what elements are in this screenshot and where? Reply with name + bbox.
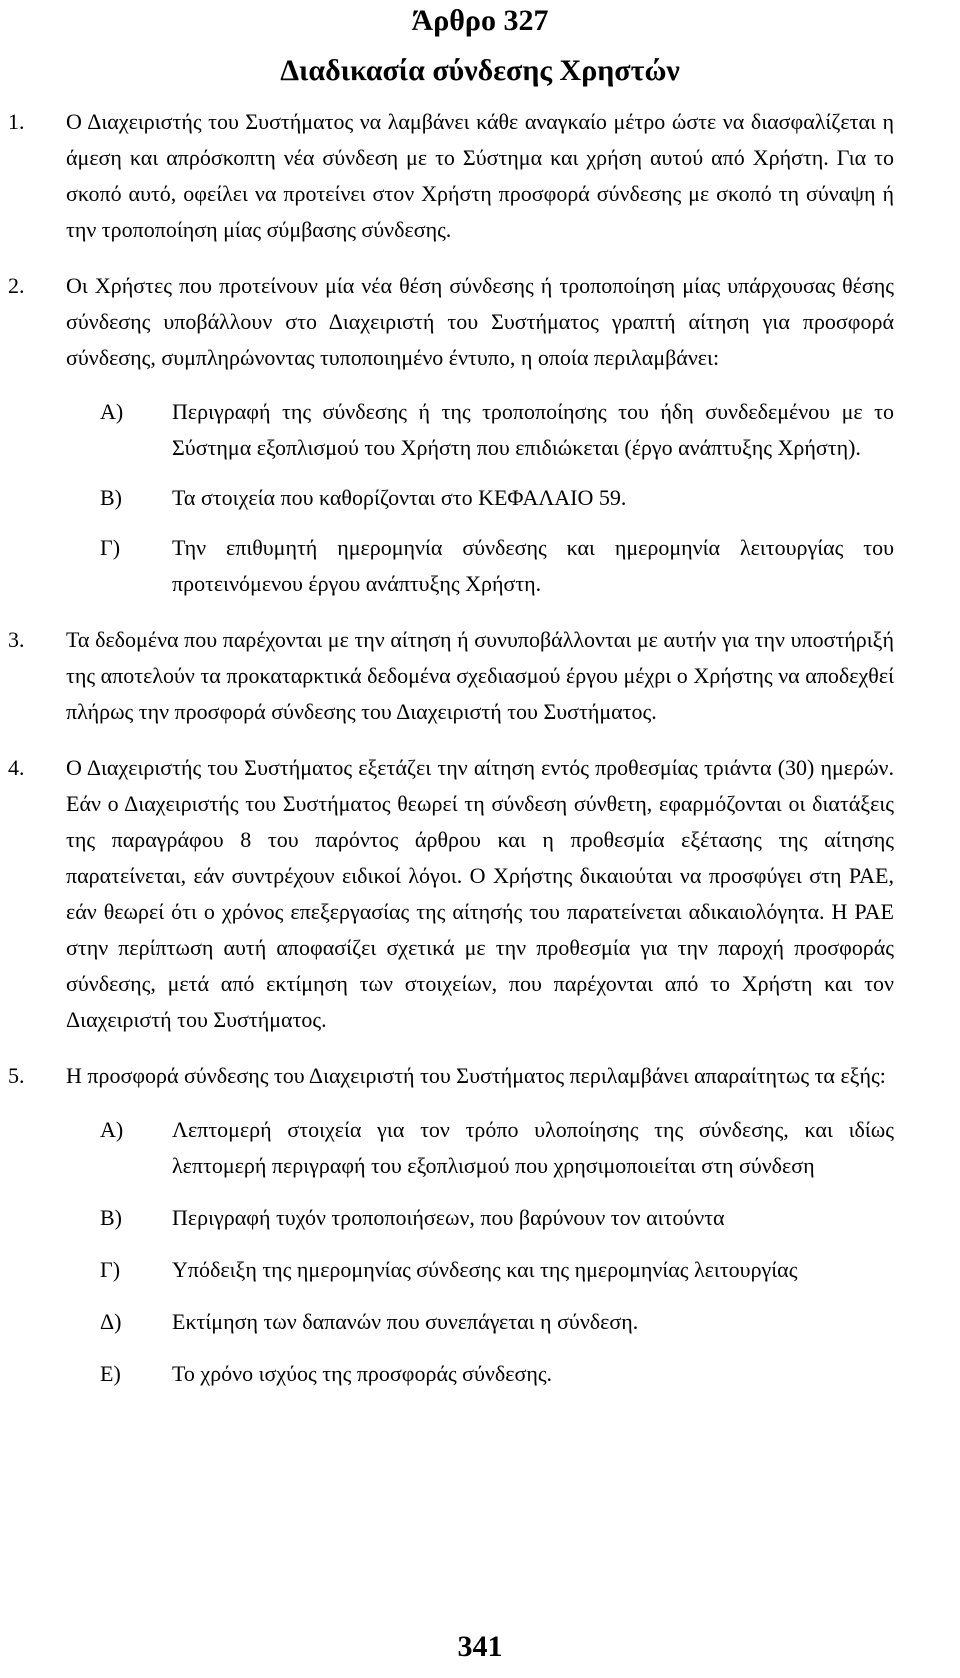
list-item-label: Γ) bbox=[100, 535, 121, 560]
paragraph-3 bbox=[8, 622, 894, 730]
list-item-label: Α) bbox=[100, 1117, 124, 1142]
list-item-label: Δ) bbox=[100, 1309, 122, 1334]
paragraph-number: 1. bbox=[8, 109, 25, 134]
list-item-text: Περιγραφή τυχόν τροποποιήσεων, που βαρύνουν τον αιτούντα bbox=[172, 1205, 725, 1230]
list-item bbox=[66, 530, 894, 602]
list-item-text: Το χρόνο ισχύος της προσφοράς σύνδεσης. bbox=[172, 1361, 553, 1386]
list-item bbox=[66, 394, 894, 466]
paragraph-1 bbox=[8, 104, 894, 248]
list-item-text: Εκτίμηση των δαπανών που συνεπάγεται η σύνδεση. bbox=[172, 1309, 639, 1334]
paragraph-text: Ο Διαχειριστής του Συστήματος εξετάζει την αίτηση εντός προθεσμίας τριάντα (30) ημερών. Εάν ο Διαχειριστής του Συστήματος θεωρεί τη σύνδεση σύνθετη, εφαρμόζονται οι διατάξεις της παραγράφου 8 του παρόντος άρθρου και η προθεσμία εξέτασης της αίτησης παρατείνεται, εάν συντρέχουν ειδικοί λόγοι. Ο Χρήστης δικαιούται να προσφύγει στη ΡΑΕ, εάν θεωρεί ότι ο χρόνος επεξεργασίας της αίτησής του παρατείνεται αδικαιολόγητα. Η ΡΑΕ στην περίπτωση αυτή αποφασίζει σχετικά με την προθεσμία για την παροχή προσφοράς σύνδεσης, μετά από εκτίμηση των στοιχείων, που παρέχονται από το Χρήστη και τον Διαχειριστή του Συστήματος. bbox=[66, 755, 894, 1032]
paragraph-text: Ο Διαχειριστής του Συστήματος να λαμβάνει κάθε αναγκαίο μέτρο ώστε να διασφαλίζεται η άμεση και απρόσκοπτη νέα σύνδεση με το Σύστημα και χρήση αυτού από Χρήστη. Για το σκοπό αυτό, οφείλει να προτείνει στον Χρήστη προσφορά σύνδεσης με σκοπό τη σύναψη ή την τροποποίηση μίας σύμβασης σύνδεσης. bbox=[66, 109, 894, 242]
paragraph-2-list bbox=[66, 394, 894, 602]
list-item-text: Υπόδειξη της ημερομηνίας σύνδεσης και της ημερομηνίας λειτουργίας bbox=[172, 1257, 798, 1282]
article-subtitle: Διαδικασία σύνδεσης Χρηστών bbox=[280, 54, 680, 87]
list-item-text: Περιγραφή της σύνδεσης ή της τροποποίησης του ήδη συνδεδεμένου με το Σύστημα εξοπλισμού του Χρήστη που επιδιώκεται (έργο ανάπτυξης Χρήστη). bbox=[172, 399, 894, 460]
list-item-text: Λεπτομερή στοιχεία για τον τρόπο υλοποίησης της σύνδεσης, και ιδίως λεπτομερή περιγραφή του εξοπλισμού που χρησιμοποιείται στη σύνδεση bbox=[172, 1117, 894, 1178]
list-item bbox=[66, 1304, 894, 1340]
list-item bbox=[66, 1112, 894, 1184]
paragraph-number: 5. bbox=[8, 1063, 25, 1088]
paragraph-text: Η προσφορά σύνδεσης του Διαχειριστή του Συστήματος περιλαμβάνει απαραίτητως τα εξής: bbox=[66, 1063, 886, 1088]
page-number: 341 bbox=[457, 1630, 503, 1663]
paragraph-2 bbox=[8, 268, 894, 376]
list-item-label: Ε) bbox=[100, 1361, 121, 1386]
article-title: Άρθρο 327 bbox=[411, 4, 549, 37]
paragraph-4 bbox=[8, 750, 894, 1038]
paragraph-5-list bbox=[66, 1112, 894, 1392]
paragraph-text: Οι Χρήστες που προτείνουν μία νέα θέση σύνδεσης ή τροποποίηση μίας υπάρχουσας θέσης σύνδεσης υποβάλλουν στο Διαχειριστή του Συστήματος γραπτή αίτηση για προσφορά σύνδεσης, συμπληρώνοντας τυποποιημένο έντυπο, η οποία περιλαμβάνει: bbox=[66, 273, 894, 370]
list-item-label: Α) bbox=[100, 399, 124, 424]
list-item bbox=[66, 480, 894, 516]
paragraph-number: 2. bbox=[8, 273, 25, 298]
list-item bbox=[66, 1356, 894, 1392]
paragraph-number: 4. bbox=[8, 755, 25, 780]
list-item bbox=[66, 1252, 894, 1288]
paragraph-text: Τα δεδομένα που παρέχονται με την αίτηση ή συνυποβάλλονται με αυτήν για την υποστήριξή της αποτελούν τα προκαταρκτικά δεδομένα σχεδιασμού έργου μέχρι ο Χρήστης να αποδεχθεί πλήρως την προσφορά σύνδεσης του Διαχειριστή του Συστήματος. bbox=[66, 627, 894, 724]
list-item bbox=[66, 1200, 894, 1236]
list-item-label: Β) bbox=[100, 485, 122, 510]
list-item-text: Τα στοιχεία που καθορίζονται στο ΚΕΦΑΛΑΙΟ 59. bbox=[172, 485, 627, 510]
document-page bbox=[8, 0, 894, 1412]
paragraph-5 bbox=[8, 1058, 894, 1094]
list-item-label: Β) bbox=[100, 1205, 122, 1230]
list-item-label: Γ) bbox=[100, 1257, 121, 1282]
list-item-text: Την επιθυμητή ημερομηνία σύνδεσης και ημερομηνία λειτουργίας του προτεινόμενου έργου ανάπτυξης Χρήστη. bbox=[172, 535, 894, 596]
paragraph-number: 3. bbox=[8, 627, 25, 652]
